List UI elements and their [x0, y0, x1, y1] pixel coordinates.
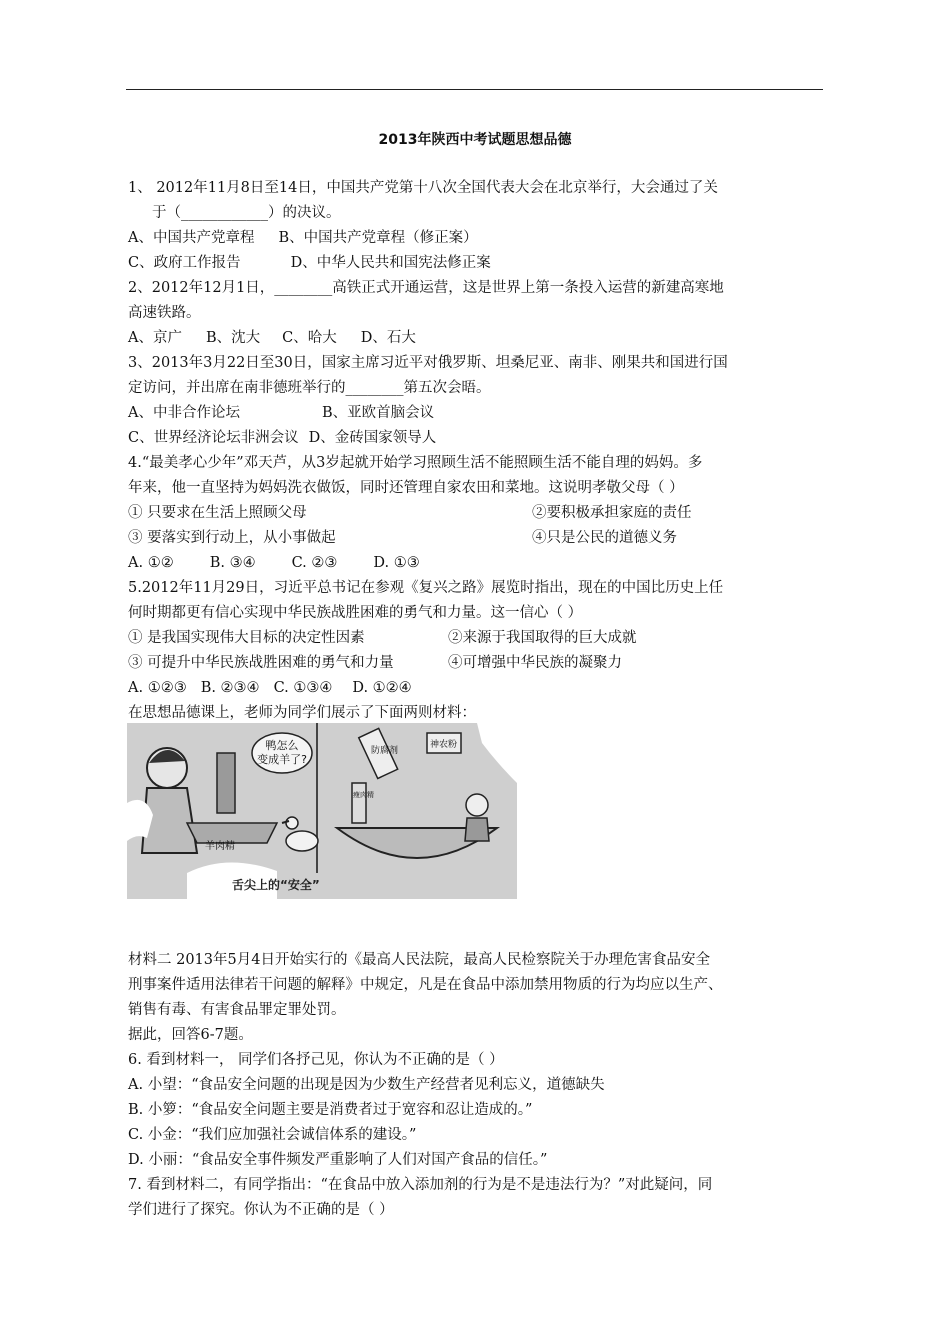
material2-line3: 销售有毒、有害食品罪定罪处罚。: [128, 1002, 346, 1018]
q3-options-ab: [128, 403, 434, 423]
page-title: 2013年陕西中考试题思想品德: [378, 132, 572, 148]
q7-stem-cont: 学们进行了探究。你认为不正确的是（ ）: [128, 1202, 394, 1218]
q3-option-b: B、亚欧首脑会议: [321, 405, 435, 421]
q1-options-cd: [128, 253, 491, 273]
q4-statement-1: ① 只要求在生活上照顾父母: [128, 505, 307, 521]
q1-option-c: C、政府工作报告: [128, 255, 241, 271]
q3-stem-cont: 定访问，并出席在南非德班举行的________第五次会晤。: [128, 380, 491, 396]
q4-statement-3: ③ 要落实到行动上，从小事做起: [128, 530, 336, 546]
q5-statement-4: ④可增强中华民族的凝聚力: [448, 655, 622, 671]
cartoon-image: [127, 723, 517, 899]
q2-option-d: D、石大: [360, 330, 416, 346]
q3-stem: 3、2013年3月22日至30日，国家主席习近平对俄罗斯、坦桑尼亚、南非、刚果共和国进行国: [128, 355, 728, 371]
q3-option-a: A、中非合作论坛: [128, 405, 240, 421]
q4-statements-34: [128, 528, 677, 548]
q4-option-c: C. ②③: [291, 555, 338, 571]
q4-statements-12: [128, 503, 692, 523]
cartoon-bubble-line1: 鸭怎么: [265, 739, 299, 752]
q2-option-a: A、京广: [128, 330, 182, 346]
q1-stem-cont: 于（____________）的决议。: [152, 205, 341, 221]
cartoon-bottle-1: 瘦肉精: [353, 791, 374, 799]
q3-option-d: D、金砖国家领导人: [308, 430, 437, 446]
q4-stem: 4.“最美孝心少年”邓天芦，从3岁起就开始学习照顾生活不能照顾生活不能自理的妈妈。多: [128, 455, 703, 471]
q5-statements-34: [128, 653, 622, 673]
q4-option-d: D. ①③: [373, 555, 420, 571]
q7-stem: 7. 看到材料二，有同学指出：“在食品中放入添加剂的行为是不是违法行为？”对此疑问，同: [128, 1177, 713, 1193]
q3-option-c: C、世界经济论坛非洲会议: [128, 430, 299, 446]
q5-stem: 5.2012年11月29日，习近平总书记在参观《复兴之路》展览时指出，现在的中国比历史上任: [128, 580, 724, 596]
q6-option-d: D. 小丽：“食品安全事件频发严重影响了人们对国产食品的信任。”: [128, 1152, 548, 1168]
q4-stem-cont: 年来，他一直坚持为妈妈洗衣做饭，同时还管理自家农田和菜地。这说明孝敬父母（ ）: [128, 480, 684, 496]
q5-option-d: D. ①②④: [352, 680, 412, 696]
material2-line1: 材料二 2013年5月4日开始实行的《最高人民法院，最高人民检察院关于办理危害食品安全: [128, 952, 710, 968]
q4-option-a: A. ①②: [128, 555, 174, 571]
q5-statement-2: ②来源于我国取得的巨大成就: [448, 630, 637, 646]
header-rule: [126, 89, 823, 90]
q6-option-a: A. 小望：“食品安全问题的出现是因为少数生产经营者见利忘义，道德缺失: [128, 1077, 605, 1093]
q1-option-d: D、中华人民共和国宪法修正案: [290, 255, 491, 271]
q4-statement-2: ②要积极承担家庭的责任: [532, 505, 692, 521]
q2-options: [128, 328, 416, 348]
cartoon-bottle-3: 神农粉: [430, 740, 458, 750]
cartoon-bubble-line2: 变成羊了?: [257, 753, 307, 766]
q6-option-c: C. 小金：“我们应加强社会诚信体系的建设。”: [128, 1127, 417, 1143]
q1-stem: 1、 2012年11月8日至14日，中国共产党第十八次全国代表大会在北京举行，大会通过了关: [128, 180, 718, 196]
q5-statements-12: [128, 628, 637, 648]
q5-options: [128, 678, 412, 698]
q1-option-a: A、中国共产党章程: [128, 230, 255, 246]
q5-statement-1: ① 是我国实现伟大目标的决定性因素: [128, 630, 365, 646]
q1-option-b: B、中国共产党章程（修正案）: [278, 230, 478, 246]
q3-options-cd: [128, 428, 436, 448]
material2-line2: 刑事案件适用法律若干问题的解释》中规定，凡是在食品中添加禁用物质的行为均应以生产、: [128, 977, 723, 993]
q2-stem: 2、2012年12月1日，________高铁正式开通运营，这是世界上第一条投入运营的新建高寒地: [128, 280, 724, 296]
q5-option-b: B. ②③④: [200, 680, 260, 696]
q5-stem-cont: 何时期都更有信心实现中华民族战胜困难的勇气和力量。这一信心（ ）: [128, 605, 583, 621]
q5-option-a: A. ①②③: [128, 680, 187, 696]
q5-statement-3: ③ 可提升中华民族战胜困难的勇气和力量: [128, 655, 394, 671]
q5-option-c: C. ①③④: [273, 680, 333, 696]
materials-intro: 在思想品德课上，老师为同学们展示了下面两则材料：: [128, 705, 476, 721]
cartoon-illustration: [127, 723, 517, 899]
q2-option-c: C、哈大: [282, 330, 337, 346]
q4-statement-4: ④只是公民的道德义务: [532, 530, 677, 546]
cartoon-caption: 舌尖上的“安全”: [232, 878, 320, 892]
q1-options-ab: [128, 228, 478, 248]
q2-option-b: B、沈大: [205, 330, 261, 346]
q6-option-b: B. 小箩：“食品安全问题主要是消费者过于宽容和忍让造成的。”: [128, 1102, 533, 1118]
q2-stem-cont: 高速铁路。: [128, 305, 201, 321]
cartoon-bottle-2: 防腐剂: [371, 746, 399, 756]
cartoon-label: 羊肉精: [205, 841, 235, 852]
material2-line4: 据此，回答6-7题。: [128, 1027, 253, 1043]
q4-options: [128, 553, 420, 573]
q4-option-b: B. ③④: [209, 555, 256, 571]
q6-stem: 6. 看到材料一， 同学们各抒己见，你认为不正确的是（ ）: [128, 1052, 504, 1068]
